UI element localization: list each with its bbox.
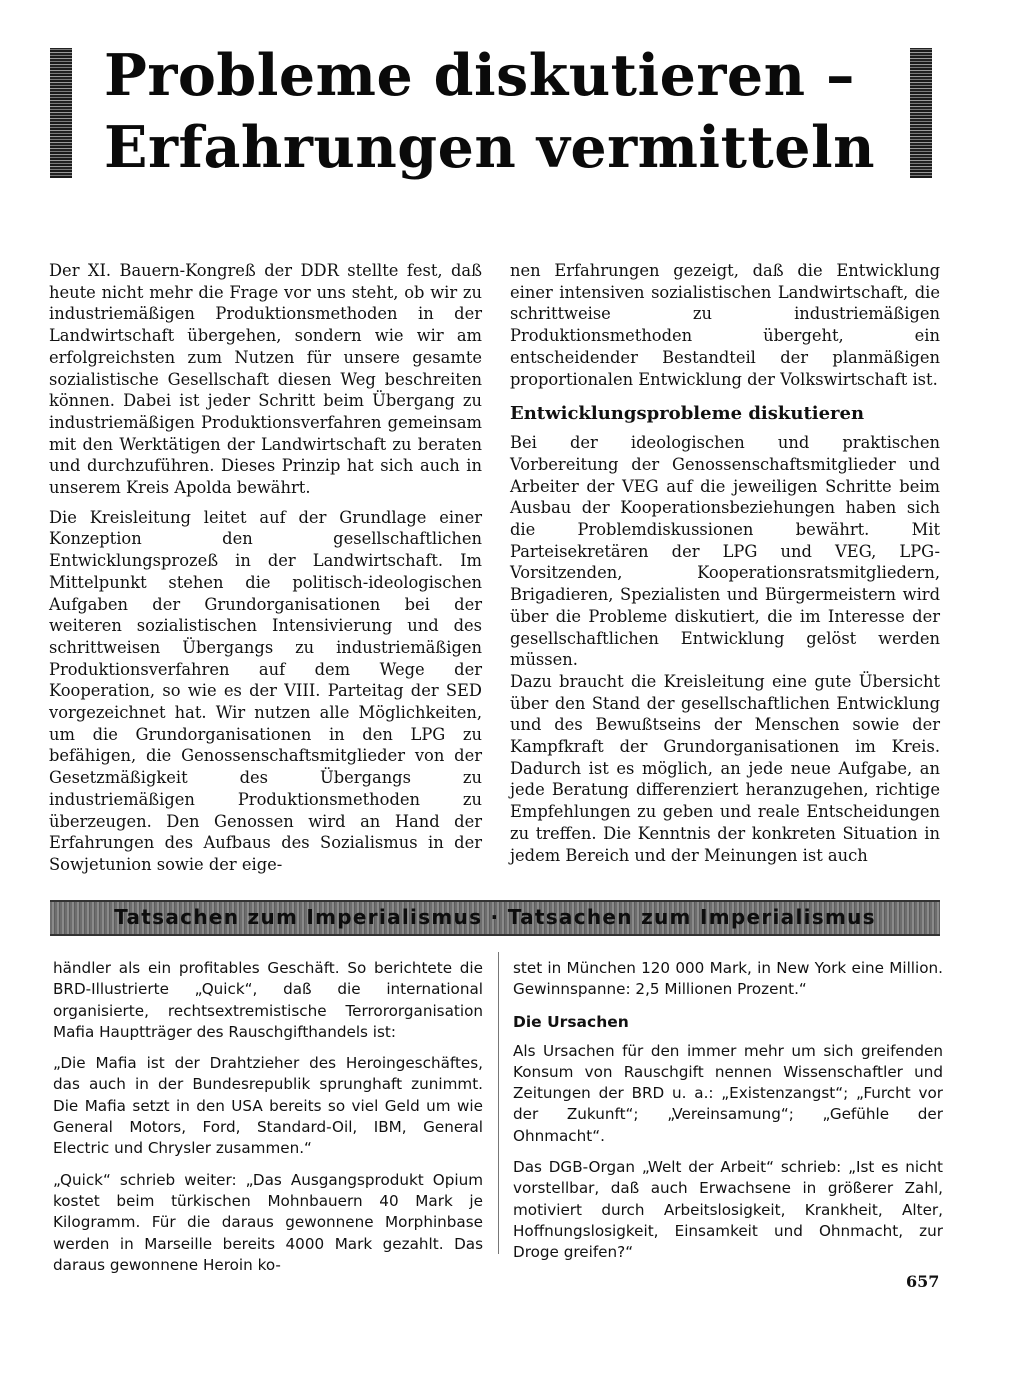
paragraph: „Quick“ schrieb weiter: „Das Ausgangsprodukt Opium kostet beim türkischen Mohnbauern 40 Mark je Kilogramm. Für die daraus gewonnene Morphinbase werden in Marseille bereits 4000 Mark gezahlt. Das daraus gewonnene Heroin ko- xyxy=(53,1170,483,1274)
paragraph: Als Ursachen für den immer mehr um sich greifenden Konsum von Rauschgift nennen Wissenschaftler und Zeitungen der BRD u. a.: „Existenzangst“; „Furcht vor der Zukunft“; „Vereinsamung“; „Gefühle der Ohnmacht“. xyxy=(513,1041,943,1145)
article-column-2 xyxy=(510,260,940,874)
paragraph: nen Erfahrungen gezeigt, daß die Entwicklung einer intensiven sozialistischen Landwirtschaft, die schrittweise zu industriemäßigen Produktionsmethoden übergeht, ein entscheidender Bestandteil der planmäßigen proportionalen Entwicklung der Volkswirtschaft ist. xyxy=(510,261,940,389)
paragraph: Der XI. Bauern-Kongreß der DDR stellte fest, daß heute nicht mehr die Frage vor uns steht, ob wir zu industriemäßigen Produktionsmethoden in der Landwirtschaft übergehen, sondern wie wir am erfolgreichsten zum Nutzen für unsere gesamte sozialistische Gesellschaft diesen Weg beschreiten können. Dabei ist jeder Schritt beim Übergang zu industriemäßigen Produktionsverfahren gemeinsam mit den Werktätigen der Landwirtschaft zu beraten und durchzuführen. Dieses Prinzip hat sich auch in unserem Kreis Apolda bewährt. xyxy=(49,261,482,498)
paragraph: stet in München 120 000 Mark, in New York eine Million. Gewinnspanne: 2,5 Millionen Prozent.“ xyxy=(513,959,943,999)
paragraph: händler als ein profitables Geschäft. So berichtete die BRD-Illustrierte „Quick“, daß die international organisierte, rechtsextremistische Terrororganisation Mafia Hauptträger des Rauschgifthandels ist: xyxy=(53,959,483,1041)
article-column-4 xyxy=(513,958,943,1274)
column-divider xyxy=(498,952,499,1254)
paragraph: Die Kreisleitung leitet auf der Grundlage einer Konzeption den gesellschaftlichen Entwicklungsprozeß in der Landwirtschaft. Im Mittelpunkt stehen die politisch-ideologischen Aufgaben der Grundorganisationen bei der weiteren sozialistischen Intensivierung und des schrittweisen Übergangs zu industriemäßigen Produktionsverfahren auf dem Wege der Kooperation, so wie es der VIII. Parteitag der SED vorgezeichnet hat. Wir nutzen alle Möglichkeiten, um die Grundorganisationen in den LPG zu befähigen, die Genossenschaftsmitglieder von der Gesetzmäßigkeit des Übergangs zu industriemäßigen Produktionsmethoden zu überzeugen. Den Genossen wird an Hand der Erfahrungen des Aufbaus des Sozialismus in der Sowjetunion sowie der eige- xyxy=(49,507,482,874)
page-title xyxy=(104,40,904,184)
article-column-1 xyxy=(49,260,482,884)
title-decoration-left xyxy=(50,48,72,178)
title-line-2: Erfahrungen vermitteln xyxy=(104,114,876,181)
article-column-3 xyxy=(53,958,483,1286)
banner-text: Tatsachen zum Imperialismus · Tatsachen zum Imperialismus xyxy=(114,905,876,929)
quote-paragraph: „Die Mafia ist der Drahtzieher des Heroingeschäftes, das auch in der Bundesrepublik sprunghaft zunimmt. Die Mafia setzt in den USA bereits so viel Geld um wie General Motors, Ford, Standard-Oil, IBM, General Electric und Chrysler zusammen.“ xyxy=(53,1054,483,1158)
title-decoration-right xyxy=(910,48,932,178)
title-block xyxy=(44,40,944,188)
section-banner xyxy=(50,900,940,936)
section-heading: Die Ursachen xyxy=(513,1012,629,1031)
paragraph: Das DGB-Organ „Welt der Arbeit“ schrieb: „Ist es nicht vorstellbar, daß auch Erwachsene in größerer Zahl, motiviert durch Arbeitslosigkeit, Krankheit, Alter, Hoffnungslosigkeit, Einsamkeit und Ohnmacht, zur Droge greifen?“ xyxy=(513,1158,943,1262)
title-line-1: Probleme diskutieren – xyxy=(104,42,855,109)
paragraph: Bei der ideologischen und praktischen Vorbereitung der Genossenschaftsmitglieder und Arbeiter der VEG auf die jeweiligen Schritte beim Ausbau der Kooperationsbeziehungen haben sich die Problemdiskussionen bewährt. Mit Parteisekretären der LPG und VEG, LPG-Vorsitzenden, Kooperationsratsmitgliedern, Brigadieren, Spezialisten und Bürgermeistern wird über die Probleme diskutiert, die im Interesse der gesellschaftlichen Entwicklung gelöst werden müssen. xyxy=(510,433,940,670)
page-number: 657 xyxy=(906,1272,940,1291)
paragraph: Dazu braucht die Kreisleitung eine gute Übersicht über den Stand der gesellschaftlichen Entwicklung und des Bewußtseins der Menschen sowie der Kampfkraft der Grundorganisationen im Kreis. Dadurch ist es möglich, an jede neue Aufgabe, an jede Beratung differenziert heranzugehen, richtige Empfehlungen zu geben und reale Entscheidungen zu treffen. Die Kenntnis der konkreten Situation in jedem Bereich und der Meinungen ist auch xyxy=(510,671,940,865)
section-heading: Entwicklungsprobleme diskutieren xyxy=(510,403,865,425)
